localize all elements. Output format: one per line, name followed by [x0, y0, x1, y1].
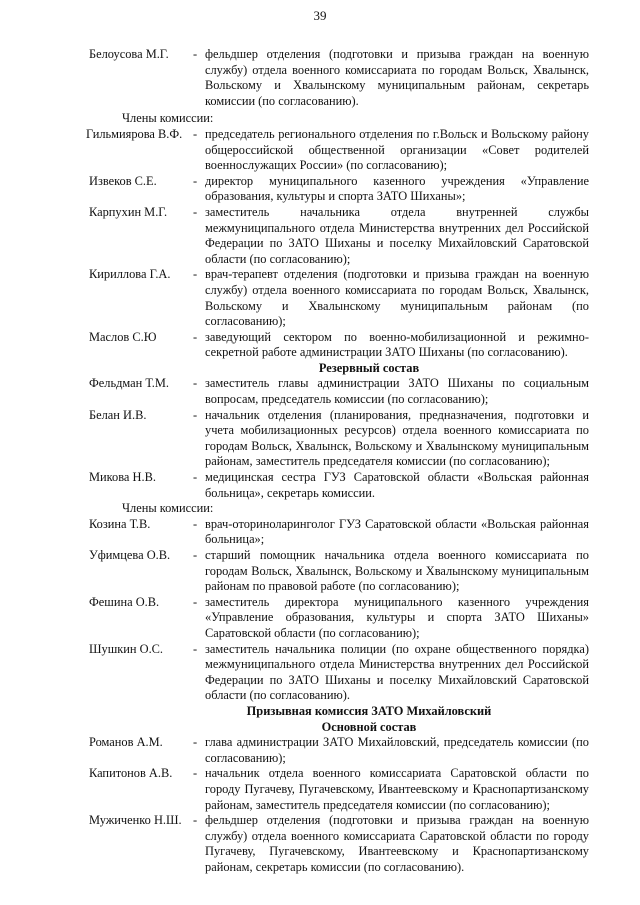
member-name: Белан И.В.: [89, 407, 147, 422]
page-number: 39: [313, 8, 327, 23]
dash-separator: -: [193, 407, 198, 422]
member-description: медицинская сестра ГУЗ Саратовской области «Вольская районная больница», секретарь комиссии.: [205, 470, 589, 500]
member-entry: [89, 642, 589, 704]
dash-separator: -: [193, 47, 198, 61]
dash-separator: -: [193, 376, 198, 391]
section-heading: Основной состав: [321, 719, 417, 734]
member-description: врач-терапевт отделения (подготовки и призыва граждан на военную службу) отдела военного комиссариата по городам Вольск, Хвалынск, Вольскому и Хвалынскому муниципальным районам (по согласованию);: [205, 267, 589, 329]
member-entry: [89, 766, 589, 813]
dash-separator: -: [193, 470, 198, 485]
member-entry: [89, 517, 589, 548]
member-description: глава администрации ЗАТО Михайловский, председатель комиссии (по согласованию);: [205, 735, 589, 765]
member-name: Фешина О.В.: [89, 594, 160, 609]
member-name: Уфимцева О.В.: [89, 548, 171, 562]
dash-separator: -: [193, 813, 198, 828]
member-description: заместитель начальника полиции (по охране общественного порядка) межмуниципального отдела Министерства внутренних дел Российской Федерации по ЗАТО Шиханы и поселку Михайловский Саратовской области (по согласованию).: [205, 641, 589, 703]
section-heading: Призывная комиссия ЗАТО Михайловский: [246, 703, 492, 718]
member-entry: [89, 205, 589, 267]
dash-separator: -: [193, 126, 198, 141]
dash-separator: -: [193, 173, 198, 188]
member-entry: [89, 470, 589, 501]
members-label: Члены комиссии:: [122, 501, 214, 516]
members-label: Члены комиссии:: [122, 111, 214, 126]
dash-separator: -: [193, 594, 198, 609]
dash-separator: -: [193, 329, 198, 344]
member-name: Кириллова Г.А.: [89, 267, 171, 282]
member-name: Микова Н.В.: [89, 470, 156, 485]
member-name: Гильмиярова В.Ф.: [86, 126, 183, 141]
member-entry: [89, 595, 589, 642]
member-name: Фельдман Т.М.: [89, 376, 169, 391]
document-body: [86, 47, 589, 875]
member-name: Белоусова М.Г.: [89, 47, 169, 61]
member-description: старший помощник начальника отдела военного комиссариата по городам Вольск, Хвалынск, Вольскому и Хвалынскому муниципальным районам по правовой работе (по согласованию);: [205, 548, 589, 594]
member-description: заместитель главы администрации ЗАТО Шиханы по социальным вопросам, председатель комиссии (по согласованию);: [205, 376, 589, 407]
member-description: заместитель директора муниципального казенного учреждения «Управление образования, культуры и спорта ЗАТО Шиханы» Саратовской области (по согласованию);: [205, 594, 589, 640]
member-description: начальник отделения (планирования, предназначения, подготовки и учета мобилизационных ресурсов) отдела военного комиссариата по городам Вольск, Хвалынск, Вольскому и Хвалынскому муниципальным районам, заместитель председателя комиссии (по согласованию);: [205, 407, 589, 469]
member-name: Извеков С.Е.: [89, 173, 157, 188]
member-name: Маслов С.Ю: [89, 329, 157, 344]
member-description: фельдшер отделения (подготовки и призыва граждан на военную службу) отдела военного комиссариата Саратовской области по городу Пугачеву, Пугачевскому, Ивантеевскому и Краснопартизанскому районам, секретарь комиссии (по согласованию).: [205, 813, 589, 874]
member-name: Козина Т.В.: [89, 516, 151, 531]
dash-separator: -: [193, 516, 198, 531]
dash-separator: -: [193, 735, 198, 750]
member-entry: [89, 267, 589, 329]
dash-separator: -: [193, 267, 198, 282]
member-entry: [89, 376, 589, 407]
member-name: Карпухин М.Г.: [89, 204, 168, 219]
member-description: заместитель начальника отдела внутренней службы межмуниципального отдела Министерства внутренних дел Российской Федерации по ЗАТО Шиханы и поселку Михайловский Саратовской области (по согласованию);: [205, 204, 589, 266]
dash-separator: -: [193, 641, 198, 656]
member-entry: [89, 330, 589, 361]
member-description: директор муниципального казенного учреждения «Управление образования, культуры и спорта ЗАТО Шиханы»;: [205, 173, 589, 204]
member-name: Романов А.М.: [89, 735, 163, 750]
member-description: врач-оториноларинголог ГУЗ Саратовской области «Вольская районная больница»;: [205, 516, 589, 547]
dash-separator: -: [193, 766, 198, 781]
member-entry: [89, 174, 589, 205]
member-entry: [89, 735, 589, 766]
member-entry: [89, 813, 589, 875]
member-description: заведующий сектором по военно-мобилизационной и режимно-секретной работе администрации ЗАТО Шиханы (по согласованию).: [205, 329, 589, 360]
dash-separator: -: [193, 548, 198, 562]
member-name: Шушкин О.С.: [89, 641, 164, 656]
member-description: начальник отдела военного комиссариата Саратовской области по городу Пугачеву, Пугачевскому, Ивантеевскому и Краснопартизанскому районам, заместитель председателя комиссии (по согласованию);: [205, 766, 589, 812]
member-entry: [89, 408, 589, 470]
member-description: фельдшер отделения (подготовки и призыва граждан на военную службу) отдела военного комиссариата по городам Вольск, Хвалынск, Вольскому и Хвалынскому муниципальным районам, секретарь комиссии (по согласованию).: [205, 47, 589, 108]
member-name: Капитонов А.В.: [89, 766, 173, 781]
member-entry: [86, 126, 589, 174]
member-entry: [89, 548, 589, 595]
member-name: Мужиченко Н.Ш.: [89, 813, 182, 828]
member-entry: [89, 47, 589, 109]
section-heading: Резервный состав: [318, 360, 420, 375]
member-description: председатель регионального отделения по г.Вольск и Вольскому району общероссийской общественной организации «Совет родителей военнослужащих России» (по согласованию);: [205, 126, 589, 173]
dash-separator: -: [193, 204, 198, 219]
